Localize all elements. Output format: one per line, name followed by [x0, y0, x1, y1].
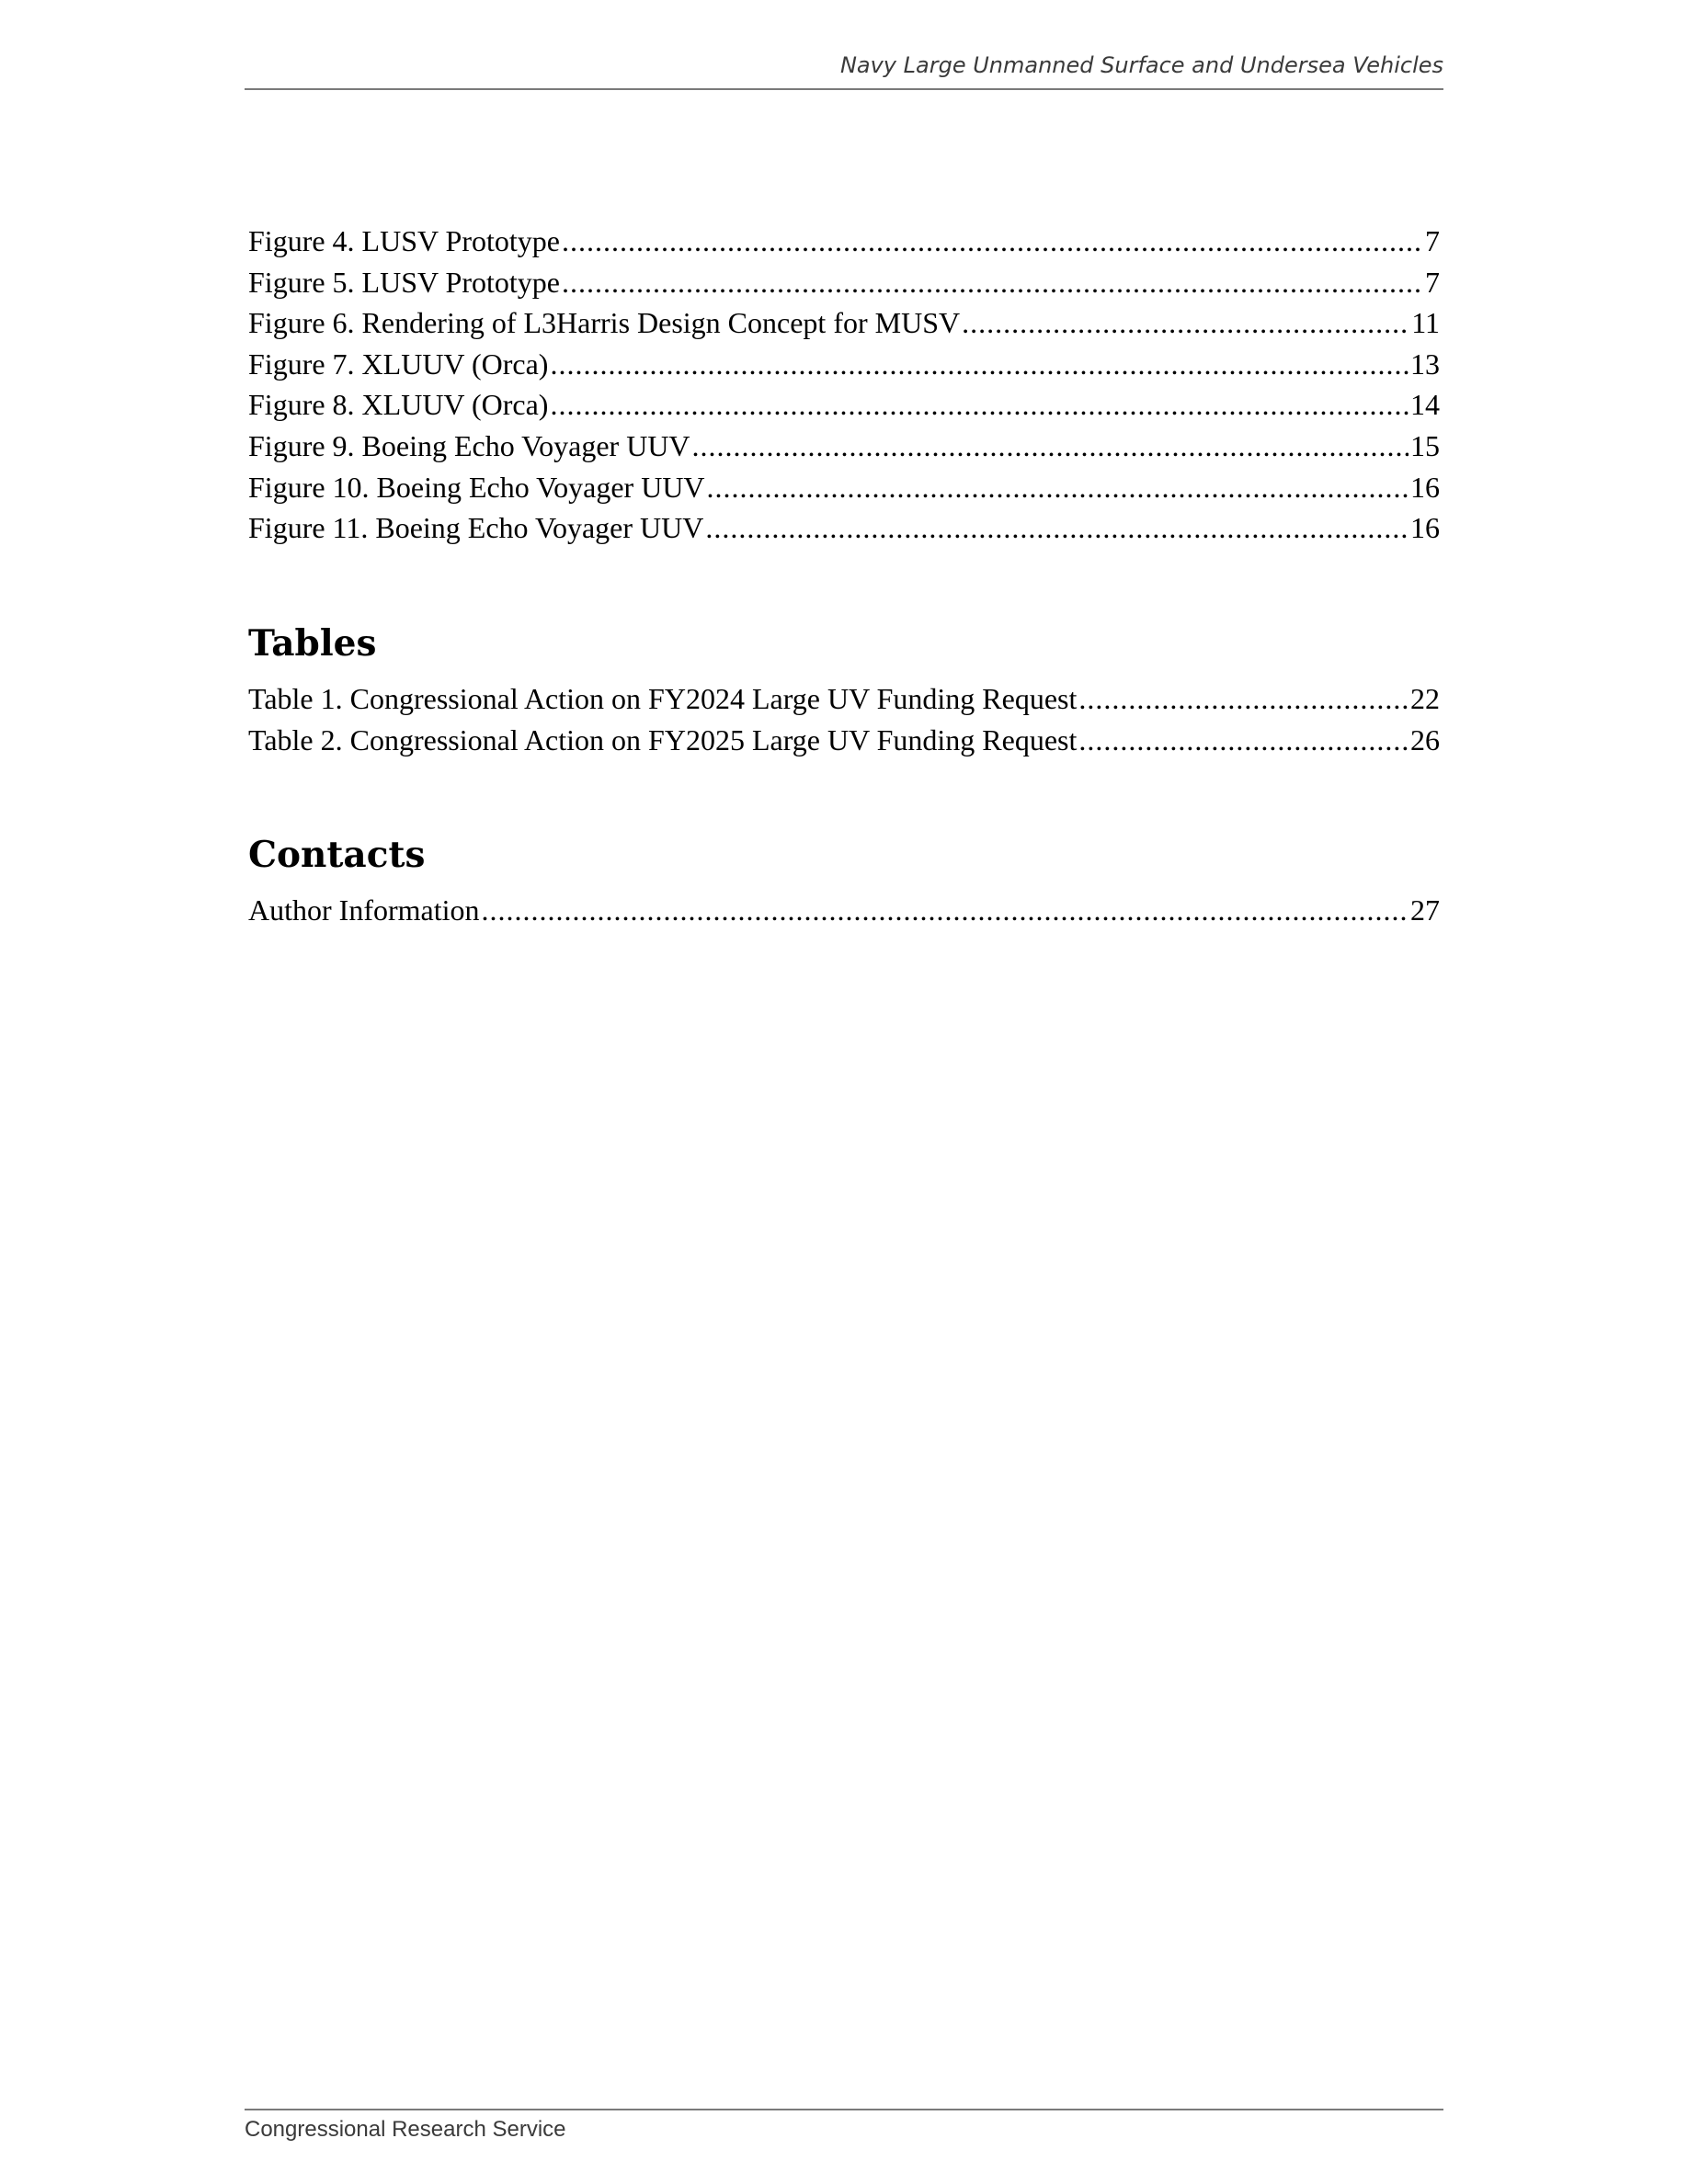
toc-tables-section	[248, 621, 1440, 760]
dot-leader	[550, 344, 1409, 385]
running-header	[245, 52, 1443, 90]
dot-leader	[692, 426, 1409, 467]
toc-entry[interactable]	[248, 344, 1440, 385]
running-footer	[245, 2109, 1443, 2144]
toc-entry-page: 7	[1425, 265, 1440, 299]
dot-leader	[562, 221, 1423, 262]
toc-entry-label: Figure 6. Rendering of L3Harris Design Concept for MUSV	[248, 306, 961, 340]
toc-entry-page: 26	[1410, 722, 1440, 756]
toc-entry[interactable]	[248, 467, 1440, 508]
toc-entry-page: 16	[1410, 511, 1440, 545]
toc-entry-label: Figure 7. XLUUV (Orca)	[248, 347, 549, 381]
toc-entry-page: 16	[1410, 470, 1440, 504]
toc-entry-label: Table 2. Congressional Action on FY2025 Large UV Funding Request	[248, 722, 1078, 756]
toc-entry-label: Figure 10. Boeing Echo Voyager UUV	[248, 470, 705, 504]
dot-leader	[550, 384, 1409, 426]
dot-leader	[562, 262, 1423, 303]
toc-entry-page: 27	[1410, 893, 1440, 927]
toc-entry-label: Author Information	[248, 893, 480, 927]
dot-leader	[1078, 678, 1409, 720]
dot-leader	[962, 302, 1409, 344]
toc-entry[interactable]	[248, 720, 1440, 761]
toc-entry[interactable]	[248, 302, 1440, 344]
toc-entry-label: Figure 11. Boeing Echo Voyager UUV	[248, 511, 704, 545]
dot-leader	[482, 890, 1409, 931]
toc-entry-page: 13	[1410, 347, 1440, 381]
toc-entry-label: Figure 5. LUSV Prototype	[248, 265, 560, 299]
toc-contacts-section	[248, 833, 1440, 931]
toc-entry-label: Figure 8. XLUUV (Orca)	[248, 388, 549, 422]
toc-entry-page: 15	[1410, 428, 1440, 462]
toc-entry-page: 22	[1410, 682, 1440, 715]
toc-entry-page: 7	[1425, 224, 1440, 257]
toc-entry[interactable]	[248, 890, 1440, 931]
toc-entry[interactable]	[248, 507, 1440, 549]
toc-entry-page: 14	[1410, 388, 1440, 422]
dot-leader	[1078, 720, 1409, 761]
dot-leader	[705, 507, 1409, 549]
toc-entry[interactable]	[248, 262, 1440, 303]
toc-entry[interactable]	[248, 384, 1440, 426]
toc-entry-label: Figure 4. LUSV Prototype	[248, 224, 560, 257]
toc-entry-page: 11	[1411, 306, 1440, 340]
footer-organization: Congressional Research Service	[245, 2117, 566, 2142]
toc-figures-list	[248, 221, 1440, 549]
section-heading-contacts: Contacts	[248, 834, 426, 876]
section-heading-tables: Tables	[248, 622, 377, 665]
dot-leader	[707, 467, 1409, 508]
running-header-title: Navy Large Unmanned Surface and Undersea Vehicles	[839, 52, 1443, 78]
toc-entry[interactable]	[248, 678, 1440, 720]
toc-entry-label: Figure 9. Boeing Echo Voyager UUV	[248, 428, 690, 462]
toc-entry-label: Table 1. Congressional Action on FY2024 Large UV Funding Request	[248, 682, 1078, 715]
toc-entry[interactable]	[248, 221, 1440, 262]
toc-entry[interactable]	[248, 426, 1440, 467]
